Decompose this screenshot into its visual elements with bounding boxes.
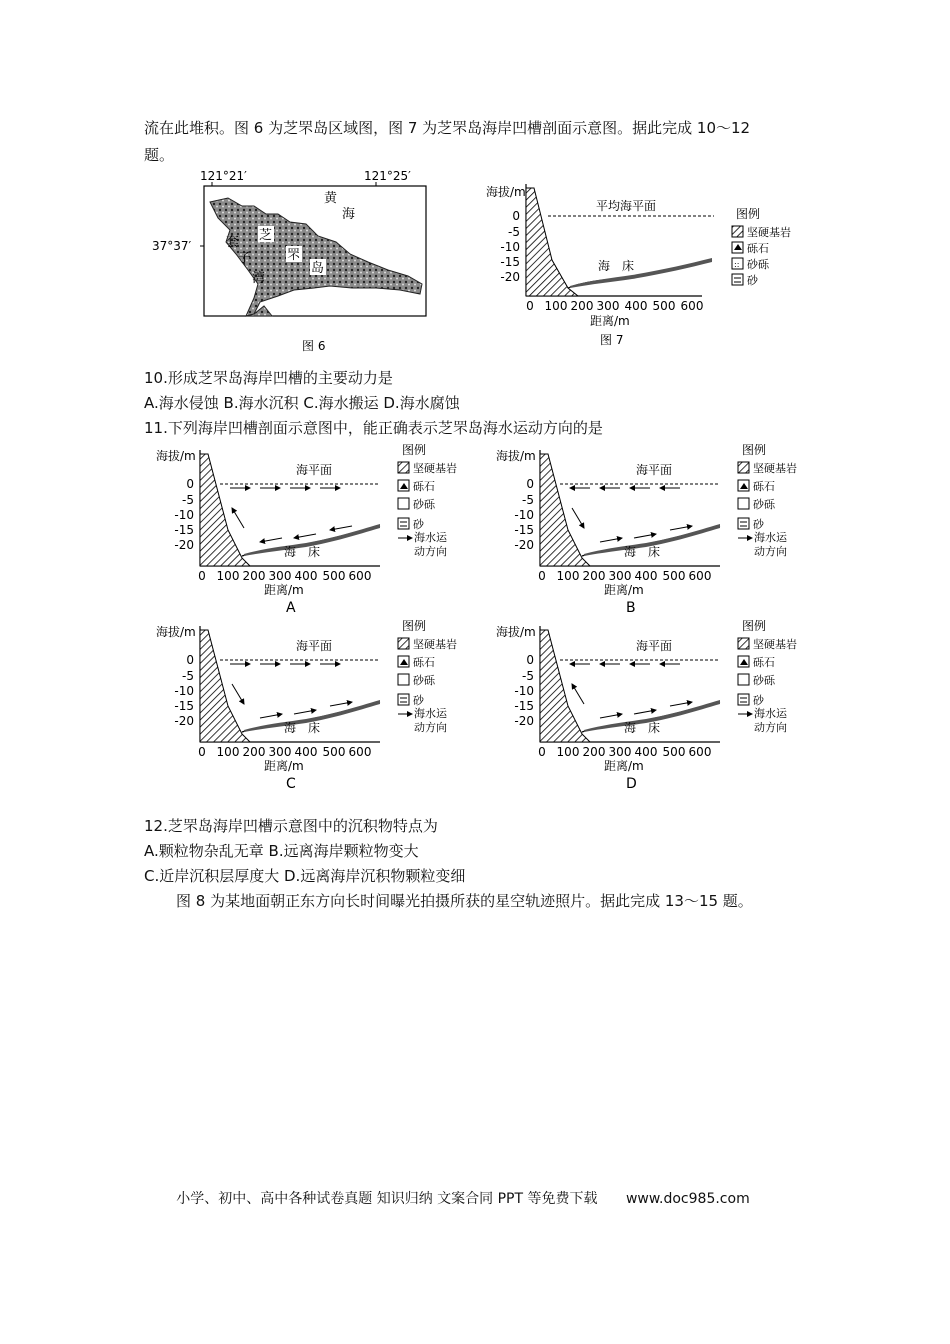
bedrock-swatch <box>738 462 749 473</box>
panel-xlabel: 距离/m <box>264 759 304 773</box>
legend-sandgravel: 砂砾 <box>413 498 435 511</box>
island-label-dao: 岛 <box>311 261 325 276</box>
cliff-flow-arrow <box>572 508 584 528</box>
panel-sea-level-label: 海平面 <box>636 463 673 477</box>
panel-xtick: 0 <box>198 745 206 759</box>
legend-gravel: 砾石 <box>753 480 775 493</box>
sandgravel-mark: :: <box>734 260 740 269</box>
panel-ytick: 0 <box>526 477 534 491</box>
bedrock-swatch <box>398 638 409 649</box>
bottom-flow-arrow <box>294 534 316 538</box>
panel-xtick: 100 <box>556 569 580 583</box>
panel-ylabel: 海拔/m <box>496 625 536 639</box>
q11-panel-3[interactable] <box>496 618 797 792</box>
fig7-xticks <box>526 299 703 313</box>
panel-seabed-label: 海 床 <box>284 545 321 559</box>
footer-right[interactable]: www.doc985.com <box>625 1191 750 1207</box>
lon-right-label: 121°25′ <box>364 169 411 183</box>
cliff-flow-arrow <box>232 684 244 704</box>
fig7-xtick: 600 <box>680 299 704 313</box>
bottom-flow-arrow <box>330 526 352 530</box>
q11-panel-1[interactable] <box>496 444 797 616</box>
panel-bedrock <box>200 454 250 566</box>
legend-sand: 砂 <box>753 694 764 707</box>
fig7-xtick: 0 <box>526 299 534 313</box>
legend-sandgravel: 砂砾 <box>753 674 775 687</box>
panel-option-label: B <box>626 600 636 616</box>
bottom-flow-arrow <box>260 714 282 718</box>
legend-flow-2: 动方向 <box>754 545 787 558</box>
legend-bedrock: 坚硬基岩 <box>413 462 457 475</box>
fig7-ylabel: 海拔/m <box>486 185 526 199</box>
fig7-xtick: 300 <box>596 299 620 313</box>
sea-label-huang: 黄 <box>324 191 338 206</box>
legend-flow-2: 动方向 <box>754 721 787 734</box>
fig7-xtick: 200 <box>570 299 594 313</box>
q11-panel-0[interactable] <box>156 444 457 616</box>
panel-xtick: 500 <box>322 569 346 583</box>
panel-sea-level-label: 海平面 <box>636 639 673 653</box>
fig7-bedrock <box>526 188 578 296</box>
legend-bedrock: 坚硬基岩 <box>747 226 791 239</box>
q11-panel-2[interactable] <box>156 618 457 792</box>
bottom-flow-arrow <box>670 526 692 530</box>
panel-xtick: 300 <box>608 745 632 759</box>
panel-ytick: -20 <box>514 538 534 552</box>
legend-sandgravel: 砂砾 <box>413 674 435 687</box>
panel-ytick: -20 <box>174 538 194 552</box>
legend-bedrock: 坚硬基岩 <box>753 462 797 475</box>
legend-gravel: 砾石 <box>413 480 435 493</box>
legend-bedrock: 坚硬基岩 <box>413 638 457 651</box>
panel-option-label: A <box>286 600 296 616</box>
intro-line-1: 流在此堆积。图 6 为芝罘岛区域图，图 7 为芝罘岛海岸凹槽剖面示意图。据此完成 10～12 <box>144 119 751 137</box>
fig7-ytick: -5 <box>508 225 520 239</box>
bedrock-swatch <box>738 638 749 649</box>
panel-ytick: 0 <box>186 477 194 491</box>
panel-xtick: 500 <box>322 745 346 759</box>
legend-gravel: 砾石 <box>753 656 775 669</box>
panel-xtick: 400 <box>294 569 318 583</box>
legend-bedrock: 坚硬基岩 <box>753 638 797 651</box>
panel-xtick: 0 <box>538 569 546 583</box>
fig7-legend <box>732 225 791 287</box>
panel-ylabel: 海拔/m <box>156 449 196 463</box>
sandgravel-swatch <box>398 498 409 509</box>
bottom-flow-arrow <box>600 538 622 542</box>
bottom-flow-arrow <box>260 538 282 542</box>
panel-ytick: 0 <box>526 653 534 667</box>
legend-gravel: 砾石 <box>413 656 435 669</box>
island-label-fu: 罘 <box>287 248 301 263</box>
footer <box>0 1188 950 1208</box>
panel-legend-title: 图例 <box>402 619 427 633</box>
fig7-xlabel: 距离/m <box>590 314 630 328</box>
q11-panels <box>144 444 812 796</box>
panel-xtick: 300 <box>268 569 292 583</box>
bay-label-tao: 套 <box>226 235 240 250</box>
legend-flow-2: 动方向 <box>414 721 447 734</box>
panel-xtick: 300 <box>268 745 292 759</box>
bay-label-zi: 子 <box>238 251 252 266</box>
sandgravel-swatch <box>398 674 409 685</box>
q12-options-1: A.颗粒物杂乱无章 B.远离海岸颗粒物变大 <box>144 842 419 860</box>
bay-label-wan: 湾 <box>252 271 266 286</box>
fig7-seabed-label: 海 床 <box>598 259 635 273</box>
fig7-yticks <box>500 209 520 284</box>
panel-ytick: -5 <box>522 669 534 683</box>
panel-xlabel: 距离/m <box>264 583 304 597</box>
legend-flow-1: 海水运 <box>414 531 447 544</box>
q10-stem: 10.形成芝罘岛海岸凹槽的主要动力是 <box>144 369 393 387</box>
panel-bedrock <box>540 630 590 742</box>
fig7-legend-title: 图例 <box>736 207 761 221</box>
panel-bedrock <box>200 630 250 742</box>
panel-xlabel: 距离/m <box>604 583 644 597</box>
sandgravel-swatch <box>738 674 749 685</box>
sea-label-hai: 海 <box>342 207 356 222</box>
island-label-zhi: 芝 <box>259 228 273 243</box>
q12-options-2: C.近岸沉积层厚度大 D.远离海岸沉积物颗粒变细 <box>144 867 466 885</box>
intro-line-2: 题。 <box>144 146 175 164</box>
panel-xtick: 600 <box>348 745 372 759</box>
panel-xtick: 200 <box>242 569 266 583</box>
legend-sandgravel: 砂砾 <box>747 258 769 271</box>
panel-xtick: 100 <box>216 745 240 759</box>
lon-left-label: 121°21′ <box>200 169 247 183</box>
legend-flow-1: 海水运 <box>754 707 787 720</box>
legend-sand: 砂 <box>413 518 424 531</box>
fig7-sediment <box>570 258 712 288</box>
panel-xtick: 200 <box>242 745 266 759</box>
panel-ytick: -10 <box>174 508 194 522</box>
panel-bedrock <box>540 454 590 566</box>
panel-ylabel: 海拔/m <box>496 449 536 463</box>
legend-sandgravel: 砂砾 <box>753 498 775 511</box>
panel-seabed-label: 海 床 <box>624 545 661 559</box>
panel-ytick: -5 <box>522 493 534 507</box>
legend-flow-1: 海水运 <box>754 531 787 544</box>
panel-xtick: 300 <box>608 569 632 583</box>
sand-swatch <box>398 694 409 705</box>
bottom-flow-arrow <box>294 710 316 714</box>
legend-flow-2: 动方向 <box>414 545 447 558</box>
panel-xtick: 500 <box>662 745 686 759</box>
panel-legend-title: 图例 <box>742 619 767 633</box>
panel-ytick: -15 <box>174 523 194 537</box>
fig7-xtick: 400 <box>624 299 648 313</box>
figure-7-profile <box>482 180 808 350</box>
panel-xtick: 400 <box>634 745 658 759</box>
panel-ytick: -10 <box>514 508 534 522</box>
legend-sand: 砂 <box>753 518 764 531</box>
panel-legend-title: 图例 <box>742 444 767 457</box>
panel-ylabel: 海拔/m <box>156 625 196 639</box>
panel-xtick: 0 <box>538 745 546 759</box>
panel-xtick: 200 <box>582 745 606 759</box>
panel-ytick: 0 <box>186 653 194 667</box>
panel-legend-title: 图例 <box>402 444 427 457</box>
bottom-flow-arrow <box>634 534 656 538</box>
q10-options: A.海水侵蚀 B.海水沉积 C.海水搬运 D.海水腐蚀 <box>144 394 460 412</box>
sand-swatch <box>398 518 409 529</box>
bedrock-swatch <box>732 226 743 237</box>
footer-left: 小学、初中、高中各种试卷真题 知识归纳 文案合同 PPT 等免费下载 <box>176 1191 598 1207</box>
panel-seabed-label: 海 床 <box>284 721 321 735</box>
fig7-xtick: 100 <box>544 299 568 313</box>
panel-sea-level-label: 海平面 <box>296 463 333 477</box>
panel-xtick: 500 <box>662 569 686 583</box>
cliff-flow-arrow <box>572 684 584 704</box>
q12-stem: 12.芝罘岛海岸凹槽示意图中的沉积物特点为 <box>144 817 438 835</box>
figure-7-caption: 图 7 <box>600 333 624 347</box>
legend-sand: 砂 <box>747 274 758 287</box>
bottom-flow-arrow <box>600 714 622 718</box>
sandgravel-swatch <box>738 498 749 509</box>
lat-label: 37°37′ <box>152 239 192 253</box>
panel-xtick: 600 <box>688 745 712 759</box>
panel-ytick: -5 <box>182 669 194 683</box>
panel-seabed-label: 海 床 <box>624 721 661 735</box>
sand-swatch <box>732 274 743 285</box>
panel-ytick: -10 <box>174 684 194 698</box>
panel-xtick: 100 <box>216 569 240 583</box>
fig7-ytick: -10 <box>500 240 520 254</box>
bottom-flow-arrow <box>670 702 692 706</box>
panel-ytick: -15 <box>174 699 194 713</box>
figure-6-map <box>146 166 446 356</box>
panel-sea-level-label: 海平面 <box>296 639 333 653</box>
panel-xtick: 600 <box>688 569 712 583</box>
panel-xtick: 0 <box>198 569 206 583</box>
panel-ytick: -15 <box>514 699 534 713</box>
panel-ytick: -20 <box>514 714 534 728</box>
legend-gravel: 砾石 <box>747 242 769 255</box>
panel-xlabel: 距离/m <box>604 759 644 773</box>
panel-option-label: D <box>626 776 637 792</box>
fig7-xtick: 500 <box>652 299 676 313</box>
panel-option-label: C <box>286 776 296 792</box>
panel-xtick: 100 <box>556 745 580 759</box>
fig7-ytick: -20 <box>500 270 520 284</box>
next-section-intro: 图 8 为某地面朝正东方向长时间曝光拍摄所获的星空轨迹照片。据此完成 13～15 题。 <box>176 892 753 910</box>
q11-stem: 11.下列海岸凹槽剖面示意图中，能正确表示芝罘岛海水运动方向的是 <box>144 419 603 437</box>
cliff-flow-arrow <box>232 508 244 528</box>
panel-ytick: -15 <box>514 523 534 537</box>
panel-ytick: -20 <box>174 714 194 728</box>
panel-ytick: -5 <box>182 493 194 507</box>
panel-xtick: 200 <box>582 569 606 583</box>
sand-swatch <box>738 518 749 529</box>
sand-swatch <box>738 694 749 705</box>
panel-xtick: 600 <box>348 569 372 583</box>
fig7-sea-level-label: 平均海平面 <box>596 199 657 213</box>
fig7-ytick: -15 <box>500 255 520 269</box>
legend-flow-1: 海水运 <box>414 707 447 720</box>
panel-ytick: -10 <box>514 684 534 698</box>
legend-sand: 砂 <box>413 694 424 707</box>
panel-xtick: 400 <box>634 569 658 583</box>
bedrock-swatch <box>398 462 409 473</box>
figure-6-caption: 图 6 <box>302 339 326 353</box>
bottom-flow-arrow <box>330 702 352 706</box>
bottom-flow-arrow <box>634 710 656 714</box>
panel-xtick: 400 <box>294 745 318 759</box>
fig7-ytick: 0 <box>512 209 520 223</box>
